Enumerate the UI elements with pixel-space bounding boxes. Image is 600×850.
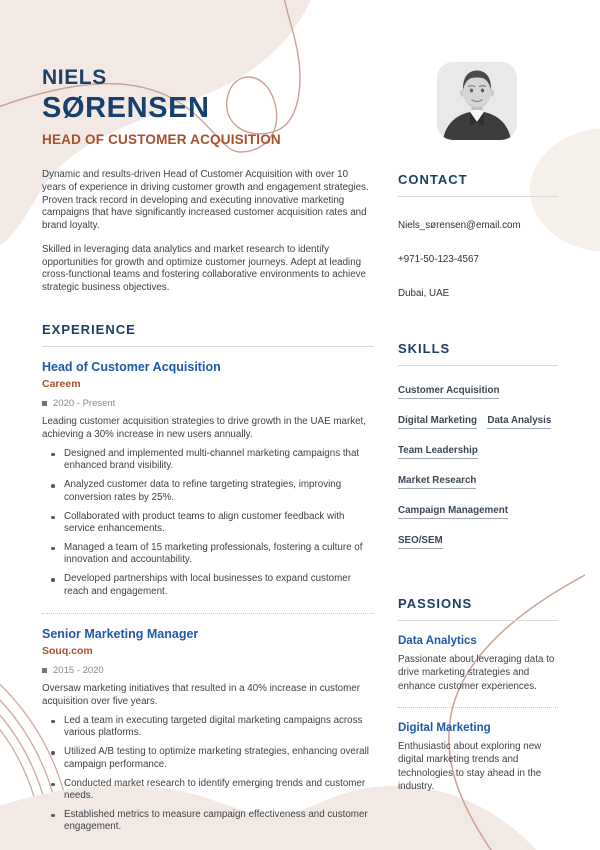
job-bullet: Designed and implemented multi-channel marketing campaigns that enhanced brand visibility.: [42, 448, 374, 473]
passion-title: Data Analytics: [398, 635, 477, 647]
name-block: [42, 66, 374, 147]
experience-section: [42, 322, 374, 834]
job-lead-text: Oversaw marketing initiatives that resulted in a 40% increase in customer acquisition over five years.: [42, 683, 360, 707]
contact-phone: +971-50-123-4567: [398, 254, 479, 265]
passion-entry: [398, 635, 558, 693]
skill-item: SEO/SEM: [398, 535, 443, 549]
job-company: Souq.com: [42, 645, 93, 658]
last-name: SØRENSEN: [42, 92, 210, 125]
job-bullet: Developed partnerships with local businesses to expand customer reach and engagement.: [42, 573, 374, 598]
main-column: [42, 66, 374, 834]
job-role-subtitle: HEAD OF CUSTOMER ACQUISITION: [42, 132, 281, 148]
passion-separator: [398, 707, 558, 708]
experience-heading: EXPERIENCE: [42, 322, 136, 338]
job-date-range: 2015 - 2020: [53, 665, 104, 677]
skill-item: Data Analysis: [487, 415, 551, 429]
contact-section: [398, 172, 558, 299]
job-bullet: Utilized A/B testing to optimize marketing strategies, enhancing overall campaign performance.: [42, 746, 374, 771]
job-title: Head of Customer Acquisition: [42, 360, 221, 375]
passions-section: [398, 596, 558, 793]
passion-text: Enthusiastic about exploring new digital marketing trends and technologies to stay ahead in the industry.: [398, 740, 542, 792]
first-name: NIELS: [42, 66, 107, 89]
profile-photo-illustration: [437, 62, 517, 140]
skill-item: Team Leadership: [398, 445, 478, 459]
profile-summary: [42, 169, 374, 294]
passions-heading: PASSIONS: [398, 596, 473, 611]
profile-photo: [437, 62, 517, 140]
job-lead-text: Leading customer acquisition strategies to drive growth in the UAE market, achieving a 30% increase in new users annually.: [42, 416, 367, 440]
job-bullet: Conducted market research to identify emerging trends and customer needs.: [42, 778, 374, 803]
job-bullet: Collaborated with product teams to align customer feedback with service enhancements.: [42, 511, 374, 536]
job-dates: [42, 398, 374, 409]
passion-title: Digital Marketing: [398, 721, 491, 734]
contact-email: Niels_sørensen@email.com: [398, 220, 521, 231]
job-dates: [42, 665, 374, 676]
experience-entry: [42, 360, 374, 598]
summary-paragraph: Dynamic and results-driven Head of Customer Acquisition with over 10 years of experience in driving customer growth and engagement strategies. Proven track record in developing and executing innovative marketing campaigns that have significantly increased customer acquisition rates and brand loyalty.: [42, 169, 369, 231]
section-divider: [398, 196, 558, 197]
sidebar-column: [398, 62, 558, 793]
job-bullet-list: [42, 715, 374, 834]
job-date-range: 2020 - Present: [53, 398, 116, 410]
section-divider: [398, 365, 558, 366]
skill-list: [398, 380, 558, 560]
job-bullet: Managed a team of 15 marketing professionals, fostering a culture of innovation and accountability.: [42, 542, 374, 567]
skills-section: [398, 341, 558, 560]
experience-entry: [42, 627, 374, 834]
skill-item: Campaign Management: [398, 505, 508, 519]
summary-paragraph: Skilled in leveraging data analytics and market research to identify opportunities for growth and optimize customer journeys. Adept at leading cross-functional teams and fostering collaborative environments to achieve strategic business objectives.: [42, 244, 367, 293]
skill-item: Customer Acquisition: [398, 385, 499, 399]
skill-item: Digital Marketing: [398, 415, 477, 429]
passion-text: Passionate about leveraging data to drive marketing strategies and enhance customer experiences.: [398, 654, 555, 692]
job-bullet: Established metrics to measure campaign effectiveness and customer engagement.: [42, 809, 374, 834]
job-bullet-list: [42, 448, 374, 598]
skill-item: Market Research: [398, 475, 476, 489]
job-bullet: Analyzed customer data to refine targeting strategies, improving conversion rates by 25%.: [42, 479, 374, 504]
contact-location: Dubai, UAE: [398, 288, 450, 299]
section-divider: [398, 620, 558, 621]
date-square-icon: [42, 668, 47, 673]
job-separator: [42, 613, 374, 614]
job-bullet: Led a team in executing targeted digital marketing campaigns across various platforms.: [42, 715, 374, 740]
job-company: Careem: [42, 378, 81, 391]
section-divider: [42, 346, 374, 347]
passion-entry: [398, 722, 558, 793]
date-square-icon: [42, 401, 47, 406]
skills-heading: SKILLS: [398, 341, 451, 356]
job-title: Senior Marketing Manager: [42, 627, 199, 642]
contact-heading: CONTACT: [398, 172, 468, 187]
